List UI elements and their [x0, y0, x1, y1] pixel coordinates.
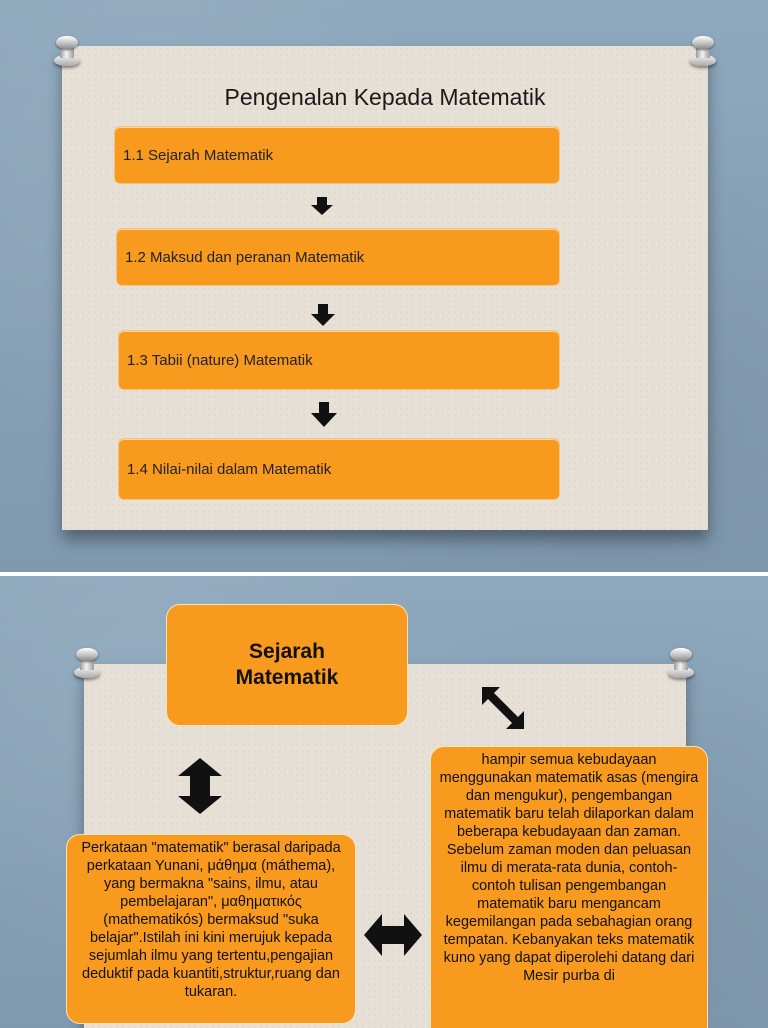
step-label: 1.3 Tabii (nature) Matematik	[127, 351, 313, 369]
arrow-down-icon	[311, 197, 333, 215]
arrow-down-icon	[311, 402, 337, 427]
pushpin-icon	[668, 648, 694, 678]
right-text-box	[430, 746, 708, 1028]
page-title: Pengenalan Kepada Matematik	[224, 84, 546, 110]
step-box-2	[116, 228, 560, 286]
left-text-box	[66, 834, 356, 1024]
right-paragraph: hampir semua kebudayaan menggunakan matematik asas (mengira dan mengukur), pengembangan matematik baru telah dilaporkan dalam beberapa kebudayaan dan zaman. Sebelum zaman moden dan peluasan ilmu di merata-rata dunia, contoh-contoh tulisan pengembangan matematik baru mengancam kegemilangan pada sebahagian orang tempatan. Kebanyakan teks matematik kuno yang dapat diperolehi datang dari Mesir purba di	[439, 752, 699, 984]
section-title-box	[166, 604, 408, 726]
section-title: Sejarah Matematik	[235, 640, 339, 689]
double-arrow-vertical-icon	[178, 758, 222, 814]
pushpin-icon	[690, 36, 716, 66]
step-box-3	[118, 330, 560, 390]
arrow-down-icon	[311, 304, 335, 326]
slide-2	[0, 572, 768, 1028]
step-box-1	[114, 126, 560, 184]
pushpin-icon	[74, 648, 100, 678]
step-label: 1.4 Nilai-nilai dalam Matematik	[127, 460, 332, 478]
pushpin-icon	[54, 36, 80, 66]
double-arrow-horizontal-icon	[364, 914, 422, 956]
step-label: 1.1 Sejarah Matematik	[123, 146, 274, 164]
diagonal-double-arrow-icon	[480, 685, 526, 731]
left-paragraph: Perkataan "matematik" berasal daripada perkataan Yunani, μάθημα (máthema), yang bermakna "sains, ilmu, atau pembelajaran", μαθηματικός (mathematikós) bermaksud "suka belajar".Istilah ini kini merujuk kepada sejumlah ilmu yang tertentu,pengajian deduktif pada kuantiti,struktur,ruang dan tukaran.	[81, 840, 341, 1000]
step-box-4	[118, 438, 560, 500]
step-label: 1.2 Maksud dan peranan Matematik	[125, 248, 365, 266]
